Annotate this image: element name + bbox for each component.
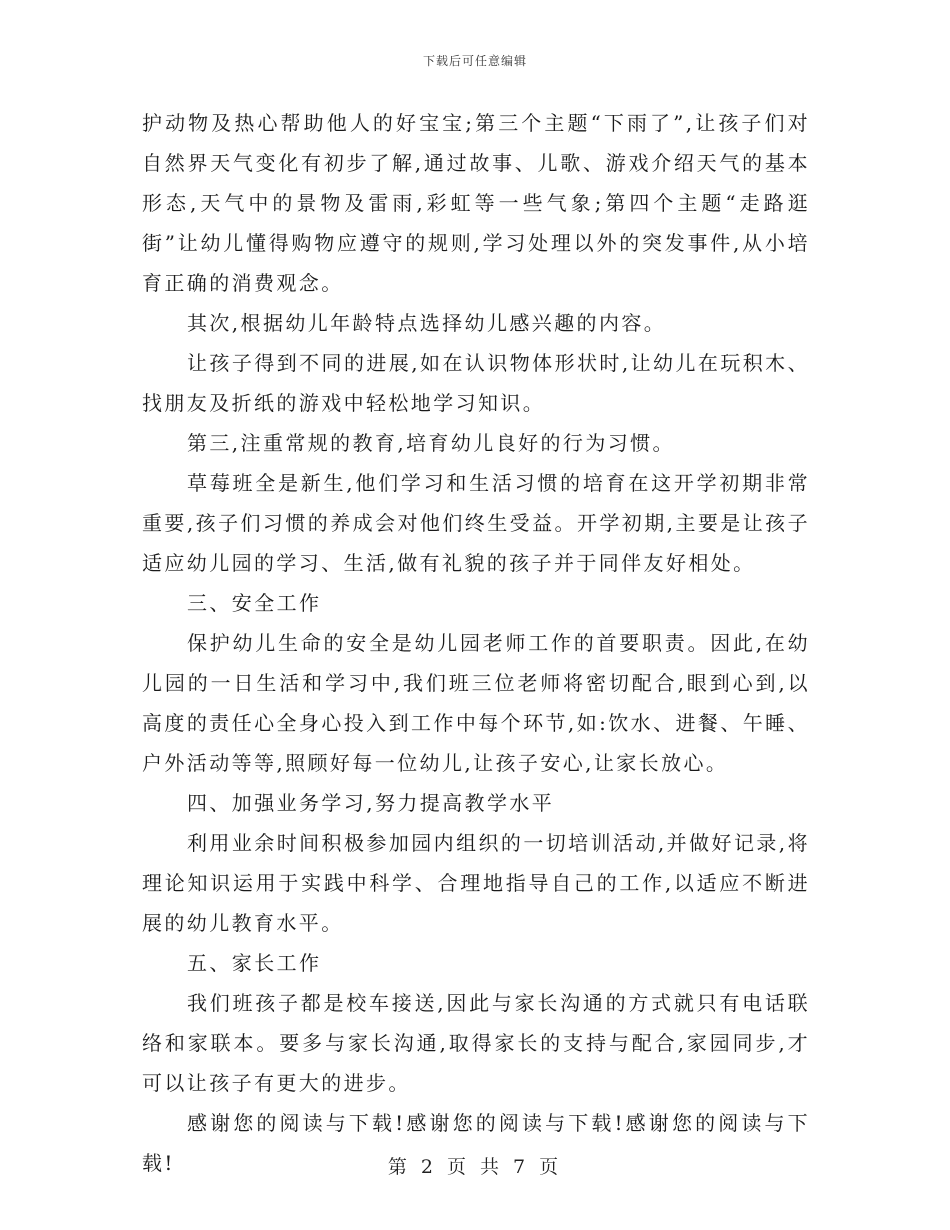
paragraph: 草莓班全是新生,他们学习和生活习惯的培育在这开学初期非常重要,孩子们习惯的养成会对他们终生受益。开学初期,主要是让孩子适应幼儿园的学习、生活,做有礼貌的孩子并于同伴友好相处。 (142, 471, 810, 575)
paragraph: 其次,根据幼儿年龄特点选择幼儿感兴趣的内容。 (187, 311, 667, 335)
paragraph: 第三,注重常规的教育,培育幼儿良好的行为习惯。 (187, 431, 675, 455)
page-header: 下载后可任意编辑 (422, 54, 527, 68)
section-heading: 三、安全工作 (187, 591, 322, 615)
page-number: 第 2 页 共 7 页 (387, 1156, 563, 1178)
paragraph: 我们班孩子都是校车接送,因此与家长沟通的方式就只有电话联络和家联本。要多与家长沟通,取得家长的支持与配合,家园同步,才可以让孩子有更大的进步。 (142, 991, 810, 1095)
paragraph: 护动物及热心帮助他人的好宝宝;第三个主题“下雨了”,让孩子们对自然界天气变化有初步了解,通过故事、儿歌、游戏介绍天气的基本形态,天气中的景物及雷雨,彩虹等一些气象;第四个主题“走路逛街”让幼儿懂得购物应遵守的规则,学习处理以外的突发事件,从小培育正确的消费观念。 (142, 111, 810, 295)
section-heading: 五、家长工作 (187, 951, 322, 975)
paragraph: 保护幼儿生命的安全是幼儿园老师工作的首要职责。因此,在幼儿园的一日生活和学习中,我们班三位老师将密切配合,眼到心到,以高度的责任心全身心投入到工作中每个环节,如:饮水、进餐、午睡、户外活动等等,照顾好每一位幼儿,让孩子安心,让家长放心。 (142, 631, 810, 775)
document-body (142, 103, 810, 1183)
closing-paragraph: 感谢您的阅读与下载!感谢您的阅读与下载!感谢您的阅读与下载! (142, 1111, 810, 1175)
paragraph: 利用业余时间积极参加园内组织的一切培训活动,并做好记录,将理论知识运用于实践中科学、合理地指导自己的工作,以适应不断进展的幼儿教育水平。 (142, 831, 810, 935)
section-heading: 四、加强业务学习,努力提高教学水平 (187, 791, 555, 815)
paragraph: 让孩子得到不同的进展,如在认识物体形状时,让幼儿在玩积木、找朋友及折纸的游戏中轻松地学习知识。 (142, 351, 810, 415)
